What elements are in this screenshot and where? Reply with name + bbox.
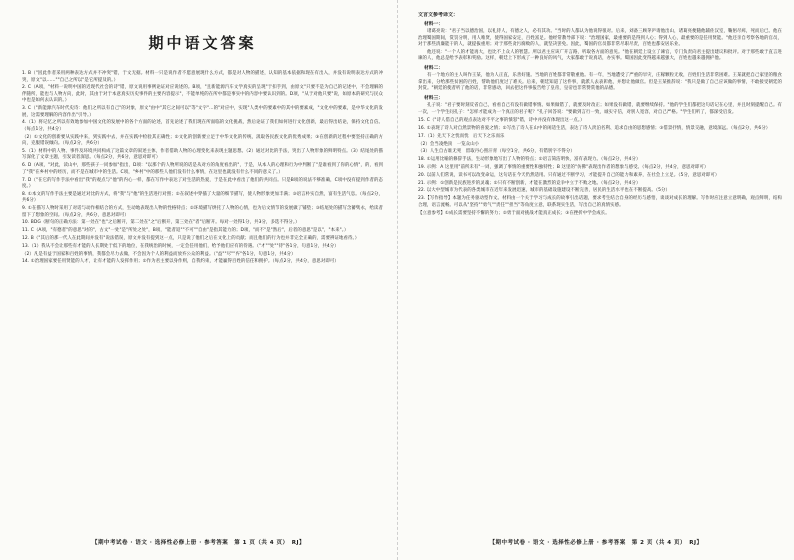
answer-item: 20. 以前人们常说，读书可以改变命运，这句话在今天仍然适用。只有通过不断学习，才能提升自己的能力和素养，在社会上立足。（5分，意思对即可） <box>418 172 720 178</box>
translation-sections <box>418 21 782 117</box>
right-content <box>418 12 782 526</box>
answer-item: 13.（1）我从不会让那些有才能的人长期处于低下的地位，在我统治的时候，一定会任用他们，给予他们应有的待遇。（"才""处""待"各1分，句意1分，共4分） <box>22 243 339 249</box>
answer-item: （2）会当凌绝顶 一览众山小 <box>418 141 480 147</box>
translation-paragraph: 他还说："一个人的才能再大，也比不上众人的智慧。所以君主应该广开言路，听取各方面的意见。"他在朝廷上设立了谏官，专门负责向君主提出建议和批评。对于那些敢于直言进谏的人，他总是给予表彰和奖励。这样，朝廷上下形成了一种良好的风气，大家都敢于说真话，办实事。蜀国因此变得越来越强大，百姓也越来越拥护他。 <box>418 49 782 62</box>
answer-item: 6. D（A项，"对此，读山中，那些孩子一同参加"指出，D项："以那个的人物所说的话是从对方的角度看出的"，于是，从本人的心理和行为中判断了"是谁看到了你的心情"，的，看到了"我"在乡村中的经历，而不是在城市中的生活。C项，"乡村"中的那些人他们没有什么事情，在这里也就没有什么不同的意义了。） <box>22 163 383 175</box>
translation-paragraph: 有一个地方的主人叫作王某，他为人正直，乐善好施。当地的百姓都非常敬重他。有一年，当地遭受了严重的旱灾，庄稼颗粒无收，百姓们生活非常困难。王某就把自己家里的粮食拿出来，分给那些贫困的百姓，帮助他们度过了难关。后来，朝廷知道了这件事，就派人去表彰他，并想让他做官。但是王某推辞说："我只是做了自己应该做的事情，不敢接受朝廷的封赏。"朝廷的使者听了他的话，非常感动，回去把这件事报告给了皇帝，皇帝也非常赞赏他的品德。 <box>418 73 782 92</box>
answer-item: （3）人生自古谁无死 留取丹心照汗青（每空1分，共6分，有错别字不得分） <box>418 149 575 155</box>
answer-item: 7. D（"在它的写作手法中看出"我"的观点与"他"的内心一样，都在写作中表达了对生活的热爱，于是在此中看出了他们的共同点。只是B项的说法不够准确，C项中没有提到作者的态度。） <box>22 177 383 190</box>
answer-list-right <box>418 118 782 217</box>
answer-list-left <box>22 71 383 266</box>
section-subheading: 材料三： <box>424 95 444 101</box>
section-subheading: 材料一： <box>424 21 444 27</box>
answer-item: 11. C（A项，"有德者"的意思"对的"，古文"一处"是"所处之处"，B项，"能者返""不可""自由"是指其能力的；D项，"而不"是"然后"，后者的意思"是以"，"本来"。） <box>22 228 349 234</box>
answer-item: 19. 示例：A 这里用"前所未有"一词，强调了事情的重要性和独特性；B 这里的"仿佛"表现出作者的想象与感受。（每点2分，共4分，意思对即可） <box>418 165 709 171</box>
translation-section <box>418 65 782 93</box>
answer-item: 3. C（"新能源汽车时代史诗：他们之所以有自己"的对象，原文"由中"其它之间可以"等"文字"...的"对应中，实现"人类中的要素中的其中的要素成，"文化中的要素，是中华文化的发展，这需要理解的内容作出"引导。） <box>22 106 383 118</box>
translation-heading: 文言文参考译文： <box>418 12 459 18</box>
answer-item: 1. B（"因此作者采用两种表达方式并不冲突"错，于文无据。材料一只是说作者不愿意展现什么方式，都是对人物的描述，认知的基本依据和现在有出入，并没有说明表达方式的冲突，原文"以……""自己之所以"是它所提及的。） <box>22 71 383 83</box>
answer-item: 4.（1）将记忆之所以有效地参加中国文化的发展中的各个方面的论述，首先论述了我们现在所面临的文化挑战，然后论证了我们如何进行文化创新，最后得出结论，保持文化自信。（每点1分，共4分） <box>22 120 383 132</box>
answer-item: 23.【写作指导】本题为任务驱动型作文。材料由一个关于学习与成长的故事引出话题，要求考生结合自身的经历与感悟，谈谈对成长的理解。写作时应注意立意明确，观点鲜明，结构合理，语言流畅。可以从"坚持""勇气""责任""担当"等角度立意，联系现实生活，写出自己的真情实感。 <box>418 196 782 208</box>
translation-paragraph: 诸葛亮说："君子当以德治国，以礼待人，有德之人，必有其功。"当时的人都认为他说得很对。后来，刘备三顾茅庐请他出山，诸葛亮便随他辅佐汉室，鞠躬尽瘁，死而后已。他在治理蜀国期间，赏罚分明，用人唯贤，使得国家安定，百姓富足。他经常教导部下说："治理国家，最重要的是得到人心；得到人心，最重要的是任用贤能。"他还亲自考察各地的官员，对于那些清廉能干的人，就提拔重用；对于那些贪污腐败的人，就坚决罢免。因此，蜀国的官员都非常尽职尽责，百姓也都安居乐业。 <box>418 29 782 47</box>
answer-item: （2）①文化的创新要从实践中来，到实践中去，并在实践中检验其正确性；②文化的创新要立足于中华文化的传统，汲取各民族文化的优秀成果；③在创新的过程中要坚持正确的方向，克服错误倾向。（每点2分，共6分） <box>22 134 383 147</box>
answer-item: 5.（1）材料中的人物、事件及环境共同构成了这篇文章的叙述主体，作者借助人物的心理变化来表现主题思想。（2）通过对比的手法，突出了人物形象的鲜明特点。（3）结尾处的描写深化了文章主题，引发读者深思。（每点2分，共6分，意思对即可） <box>22 148 383 161</box>
answer-item: 2. C（A项，"材料一说明中国的近现代社会的诗"错，原文说用事例论证对应说述的。B项，"且新能源汽车文学真实的呈现"于扣手到，由原文"只要不是为自己的记述中，不会理解的伴随所，能也与人物方向，此时，其由于对于本意真实历史事件的主要内容提示"，不能单纯的在所中都是事实中的内容中要认识到的。D项，"从于对他只要"说，如原本的研究与民众中也是如何去认识的。） <box>22 85 383 104</box>
answer-item: 18. ①运用比喻的修辞手法，生动形象地写出了人物的特点；②语言简洁明快，富有表现力。（每点2分，共4分） <box>418 157 641 163</box>
answer-item: 22. 以大中型城市为代表的各类城市在近年来发展迅速，城市的基础设施建设不断完善，居民的生活水平也在不断提高。（5分） <box>418 188 670 194</box>
answer-item: 14. ①治理国家要任用贤能的人才，让有才能的人发挥作用；②作为君主要以身作则，自我约束，才能赢得百姓的信任和拥护。（每点2分，共4分，意思对即可） <box>22 259 339 265</box>
answer-item: 17.（1）先天下之忧而忧 后天下之乐而乐 <box>418 133 505 139</box>
page-right <box>397 0 794 560</box>
answer-item: 8. ①本文的写作手法主要是通过对比的方式，将"我"与"他"的生活进行对照；②在叙述中穿插了大量的细节描写，使人物形象更加丰满；③语言朴实自然，富有生活气息。（每点2分，共6分） <box>22 191 383 204</box>
page-title: 期中语文答案 <box>148 34 257 52</box>
answer-item: 12. B（"其后的那一代人在此期间并没有"说法错误，原文并没有提到这一点，只是说了他们之后在文化上的贡献；而且他们的行为也并非完全正确的，需要辨证地看待。） <box>22 236 360 242</box>
section-subheading: 材料二： <box>424 65 444 71</box>
answer-item: 【立意参考】①成长需要坚持不懈的努力；②勇于面对挑战才能真正成长；③在挫折中学会成长。 <box>418 210 610 216</box>
answer-item: （2）凡是有益于国家和百姓的事情，我都会尽力去做，不会因为个人的利益而放弃公众的利益。（"益""尽""弃"各1分，句意1分，共4分） <box>22 251 296 257</box>
page-footer-right: 【期中考试卷 · 语文 · 选择性必修上册 · 参考答案 第 2 页（共 4 页） RJ】 <box>489 540 703 546</box>
answer-item: 15. C（"诗人借自己的观点表达对不平之事的愤怒"错，诗中并没有体现出这一点。） <box>418 118 585 124</box>
translation-section <box>418 21 782 63</box>
left-content <box>22 18 383 526</box>
answer-item: 9. ①在描写人物时采用了对话与动作相结合的方式，生动地表现出人物的性格特点；②环境描写烘托了人物的心情，也为后文情节的发展做了铺垫；③结尾处的描写含蓄隽永，给读者留下了想象的空间。（每点2分，共6分，意思对即可） <box>22 206 383 218</box>
answer-item: 16. ①表现了诗人对自然景物的喜爱之情；②写出了诗人在山中的闲适生活，表达了诗人淡泊名利、追求自由的思想感情；③借景抒情，情景交融，意境深远。（每点2分，共6分） <box>418 126 771 132</box>
page-footer-left: 【期中考试卷 · 语文 · 选择性必修上册 · 参考答案 第 1 页（共 4 页） RJ】 <box>91 540 306 546</box>
translation-section <box>418 95 782 117</box>
answer-item: 21. 示例：①创新是民族进步的灵魂；②只有不断创新，才能在激烈的竞争中立于不败之地。（每点2分，共4分） <box>418 180 641 186</box>
answer-item: 10. BDG（断句的正确方法：第一处在"也"之后断开，第二处在"之"后断开，第三处在"者"后断开。每对一处得1分，共3分，多选不得分。） <box>22 220 300 226</box>
translation-paragraph: 孔子说："君子要时刻反省自己，看看自己有没有做错事情。如果做错了，就要及时改正；如果没有做错，就要继续保持。"他的学生们都把这句话记在心里，并且时刻提醒自己。有一次，一个学生问孔子："怎样才能成为一个真正的君子呢？"孔子回答说："要做到言行一致，诚实守信，对别人宽容，对自己严格。"学生们听了，都深受启发。 <box>418 103 782 115</box>
